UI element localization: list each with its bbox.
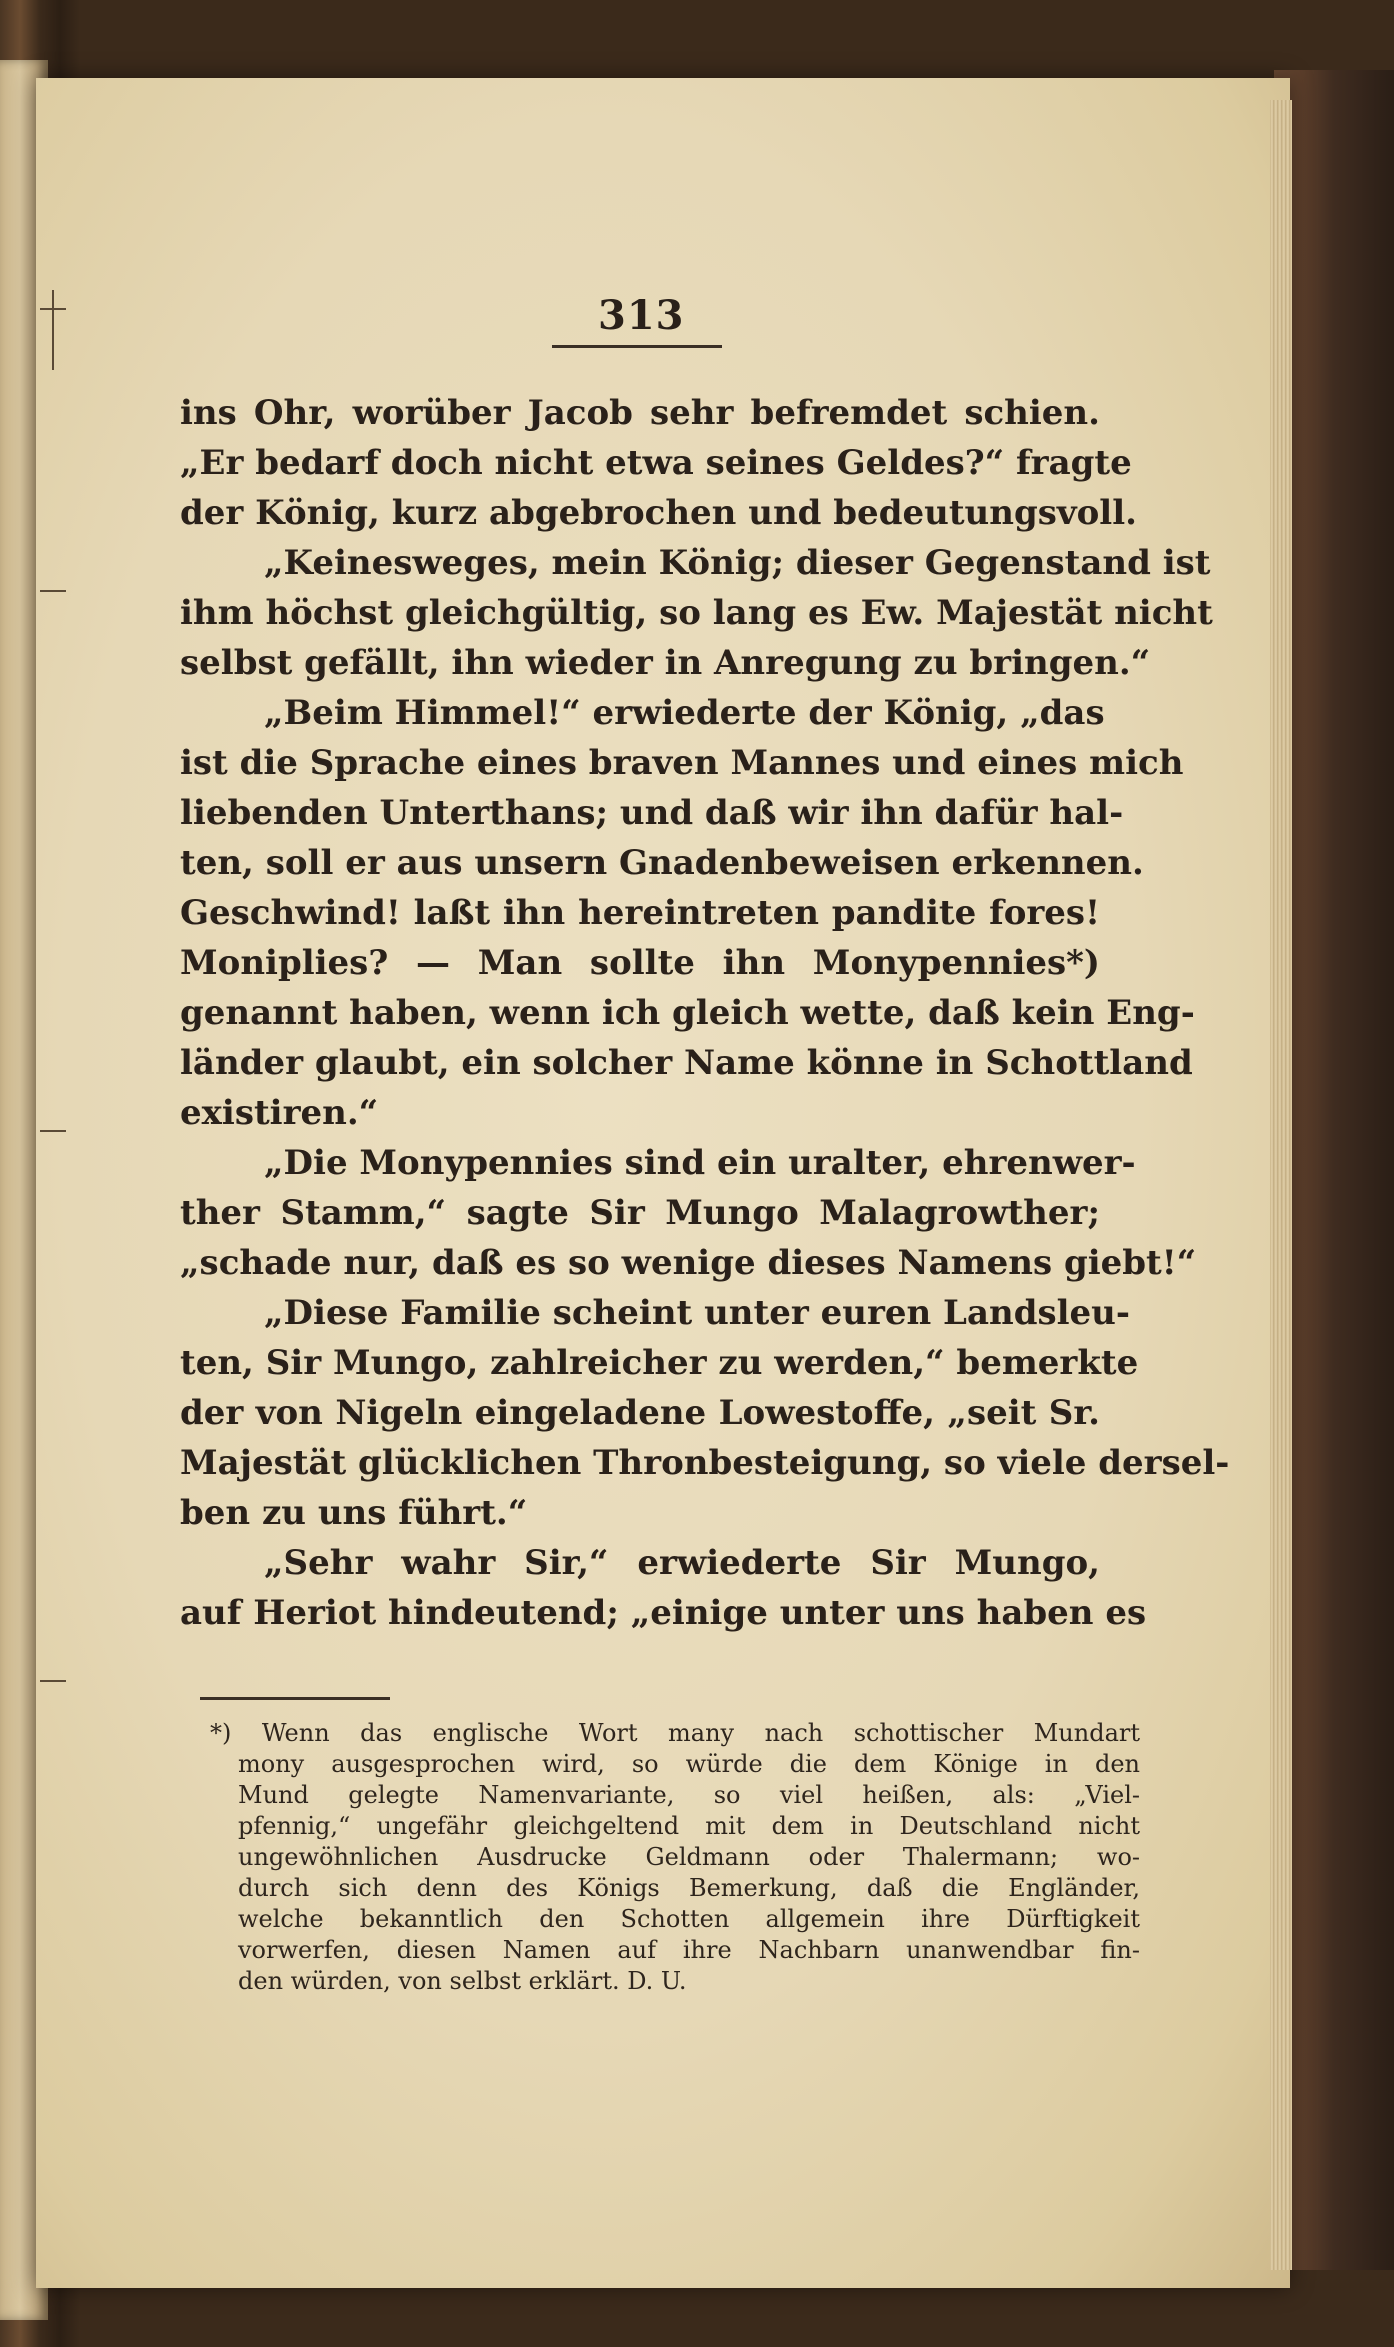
text-line: ther Stamm,“ sagte Sir Mungo Malagrowther; bbox=[180, 1193, 1100, 1233]
text-line: „Beim Himmel!“ erwiederte der König, „das bbox=[264, 693, 1105, 733]
text-line: liebenden Unterthans; und daß wir ihn dafür hal- bbox=[180, 793, 1124, 833]
text-line: der König, kurz abgebrochen und bedeutungsvoll. bbox=[180, 493, 1137, 533]
text-line: ben zu uns führt.“ bbox=[180, 1493, 528, 1533]
footnote-line: pfennig,“ ungefähr gleichgeltend mit dem in Deutschland nicht bbox=[238, 1812, 1140, 1840]
body-text bbox=[180, 388, 1230, 1638]
page-block-edge bbox=[1270, 100, 1292, 2270]
text-line: „schade nur, daß es so wenige dieses Namens giebt!“ bbox=[180, 1243, 1197, 1283]
footnote-line: *) Wenn das englische Wort many nach schottischer Mundart bbox=[210, 1719, 1140, 1747]
margin-mark bbox=[40, 1680, 66, 1682]
text-line: der von Nigeln eingeladene Lowestoffe, „seit Sr. bbox=[180, 1393, 1100, 1433]
text-line: Geschwind! laßt ihn hereintreten pandite fores! bbox=[180, 893, 1100, 933]
text-line: ten, soll er aus unsern Gnadenbeweisen erkennen. bbox=[180, 843, 1144, 883]
footnote-line: Mund gelegte Namenvariante, so viel heißen, als: „Viel- bbox=[238, 1781, 1140, 1809]
book-cover-board bbox=[1274, 70, 1394, 2270]
footnote-line: vorwerfen, diesen Namen auf ihre Nachbarn unanwendbar fin- bbox=[238, 1936, 1140, 1964]
footnote-line: mony ausgesprochen wird, so würde die dem Könige in den bbox=[238, 1750, 1140, 1778]
text-line: ihm höchst gleichgültig, so lang es Ew. Majestät nicht bbox=[180, 593, 1213, 633]
footnote bbox=[210, 1718, 1140, 1997]
text-line: Majestät glücklichen Thronbesteigung, so viele dersel- bbox=[180, 1443, 1230, 1483]
text-line: ist die Sprache eines braven Mannes und eines mich bbox=[180, 743, 1184, 783]
text-line: ins Ohr, worüber Jacob sehr befremdet schien. bbox=[180, 393, 1100, 433]
footnote-line: welche bekanntlich den Schotten allgemein ihre Dürftigkeit bbox=[238, 1905, 1140, 1933]
footnote-line: ungewöhnlichen Ausdrucke Geldmann oder Thalermann; wo- bbox=[238, 1843, 1140, 1871]
text-line: „Er bedarf doch nicht etwa seines Geldes?“ fragte bbox=[180, 443, 1132, 483]
margin-mark bbox=[40, 308, 66, 310]
text-line: ten, Sir Mungo, zahlreicher zu werden,“ bemerkte bbox=[180, 1343, 1139, 1383]
text-line: existiren.“ bbox=[180, 1093, 379, 1133]
text-line: „Sehr wahr Sir,“ erwiederte Sir Mungo, bbox=[264, 1543, 1100, 1583]
text-line: auf Heriot hindeutend; „einige unter uns haben es bbox=[180, 1593, 1147, 1633]
text-line: „Diese Familie scheint unter euren Landsleu- bbox=[264, 1293, 1131, 1333]
footnote-rule bbox=[200, 1697, 390, 1700]
text-line: „Die Monypennies sind ein uralter, ehrenwer- bbox=[264, 1143, 1136, 1183]
text-line: „Keinesweges, mein König; dieser Gegenstand ist bbox=[264, 543, 1211, 583]
text-line: genannt haben, wenn ich gleich wette, daß kein Eng- bbox=[180, 993, 1195, 1033]
margin-mark bbox=[40, 1130, 66, 1132]
margin-mark bbox=[52, 290, 54, 370]
text-line: selbst gefällt, ihn wieder in Anregung zu bringen.“ bbox=[180, 643, 1151, 683]
footnote-line: den würden, von selbst erklärt. D. U. bbox=[238, 1967, 687, 1995]
text-line: länder glaubt, ein solcher Name könne in Schottland bbox=[180, 1043, 1193, 1083]
page-number: 313 bbox=[598, 292, 685, 339]
text-line: Moniplies? — Man sollte ihn Monypennies*) bbox=[180, 943, 1100, 983]
margin-mark bbox=[40, 590, 66, 592]
page-number-rule bbox=[552, 345, 722, 348]
footnote-line: durch sich denn des Königs Bemerkung, daß die Engländer, bbox=[238, 1874, 1140, 1902]
